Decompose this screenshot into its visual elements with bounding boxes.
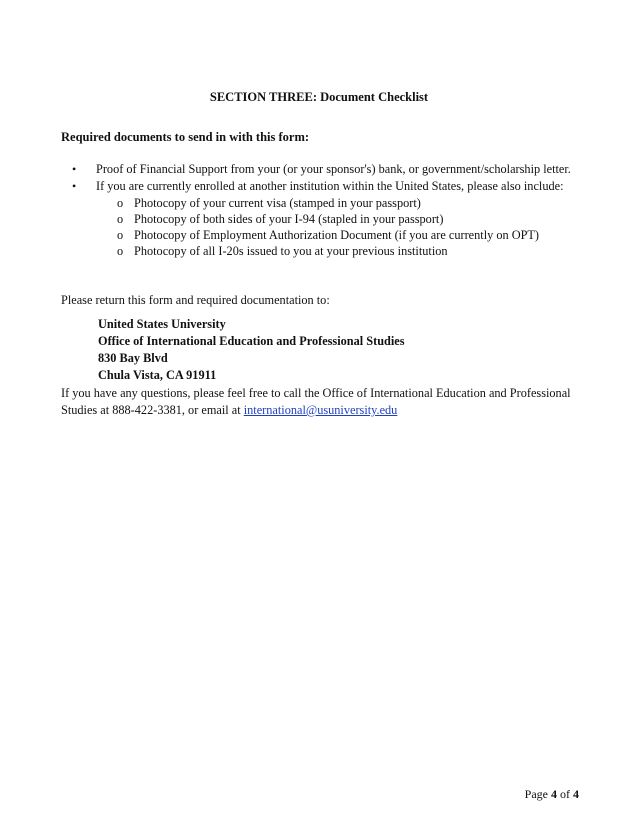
contact-line-prefix: Studies at 888-422-3381, or email at xyxy=(61,403,244,417)
circle-bullet-icon: o xyxy=(117,212,124,226)
sub-list-item xyxy=(96,211,571,227)
sub-list-item xyxy=(96,243,571,259)
sub-list-item-text: Photocopy of Employment Authorization Document (if you are currently on OPT) xyxy=(134,228,540,242)
list-item xyxy=(61,161,571,178)
sub-list xyxy=(96,195,571,259)
email-link[interactable]: international@usuniversity.edu xyxy=(243,403,398,417)
sub-list-item xyxy=(96,227,571,243)
list-item-text: Proof of Financial Support from your (or your sponsor's) bank, or government/scholarship letter. xyxy=(96,162,571,176)
contact-line xyxy=(61,402,601,419)
section-title: SECTION THREE: Document Checklist xyxy=(209,90,429,104)
address-line: 830 Bay Blvd xyxy=(98,351,168,365)
contact-line: If you have any questions, please feel free to call the Office of International Education and Professional xyxy=(61,386,571,400)
page-number-prefix: Page xyxy=(524,787,551,801)
bullet-icon: • xyxy=(72,179,77,193)
circle-bullet-icon: o xyxy=(117,196,124,210)
address-line: United States University xyxy=(98,317,226,331)
address-line: Office of International Education and Professional Studies xyxy=(98,334,405,348)
sub-list-item-text: Photocopy of your current visa (stamped in your passport) xyxy=(134,196,421,210)
list-item xyxy=(61,178,571,259)
return-instructions: Please return this form and required documentation to: xyxy=(61,293,330,307)
page-number-total: 4 xyxy=(573,787,579,801)
sub-list-item-text: Photocopy of both sides of your I-94 (stapled in your passport) xyxy=(134,212,444,226)
required-documents-list xyxy=(61,161,571,259)
sub-list-item xyxy=(96,195,571,211)
sub-list-item-text: Photocopy of all I-20s issued to you at your previous institution xyxy=(134,244,448,258)
circle-bullet-icon: o xyxy=(117,244,124,258)
bullet-icon: • xyxy=(72,162,77,176)
contact-paragraph xyxy=(61,385,601,419)
page-number xyxy=(525,787,579,802)
page-number-middle: of xyxy=(557,787,573,801)
address-line: Chula Vista, CA 91911 xyxy=(98,368,217,382)
mailing-address xyxy=(98,316,405,384)
page-number-current: 4 xyxy=(551,787,557,801)
list-item-text: If you are currently enrolled at another institution within the United States, please also include: xyxy=(96,179,564,193)
required-documents-heading: Required documents to send in with this form: xyxy=(61,130,310,144)
circle-bullet-icon: o xyxy=(117,228,124,242)
